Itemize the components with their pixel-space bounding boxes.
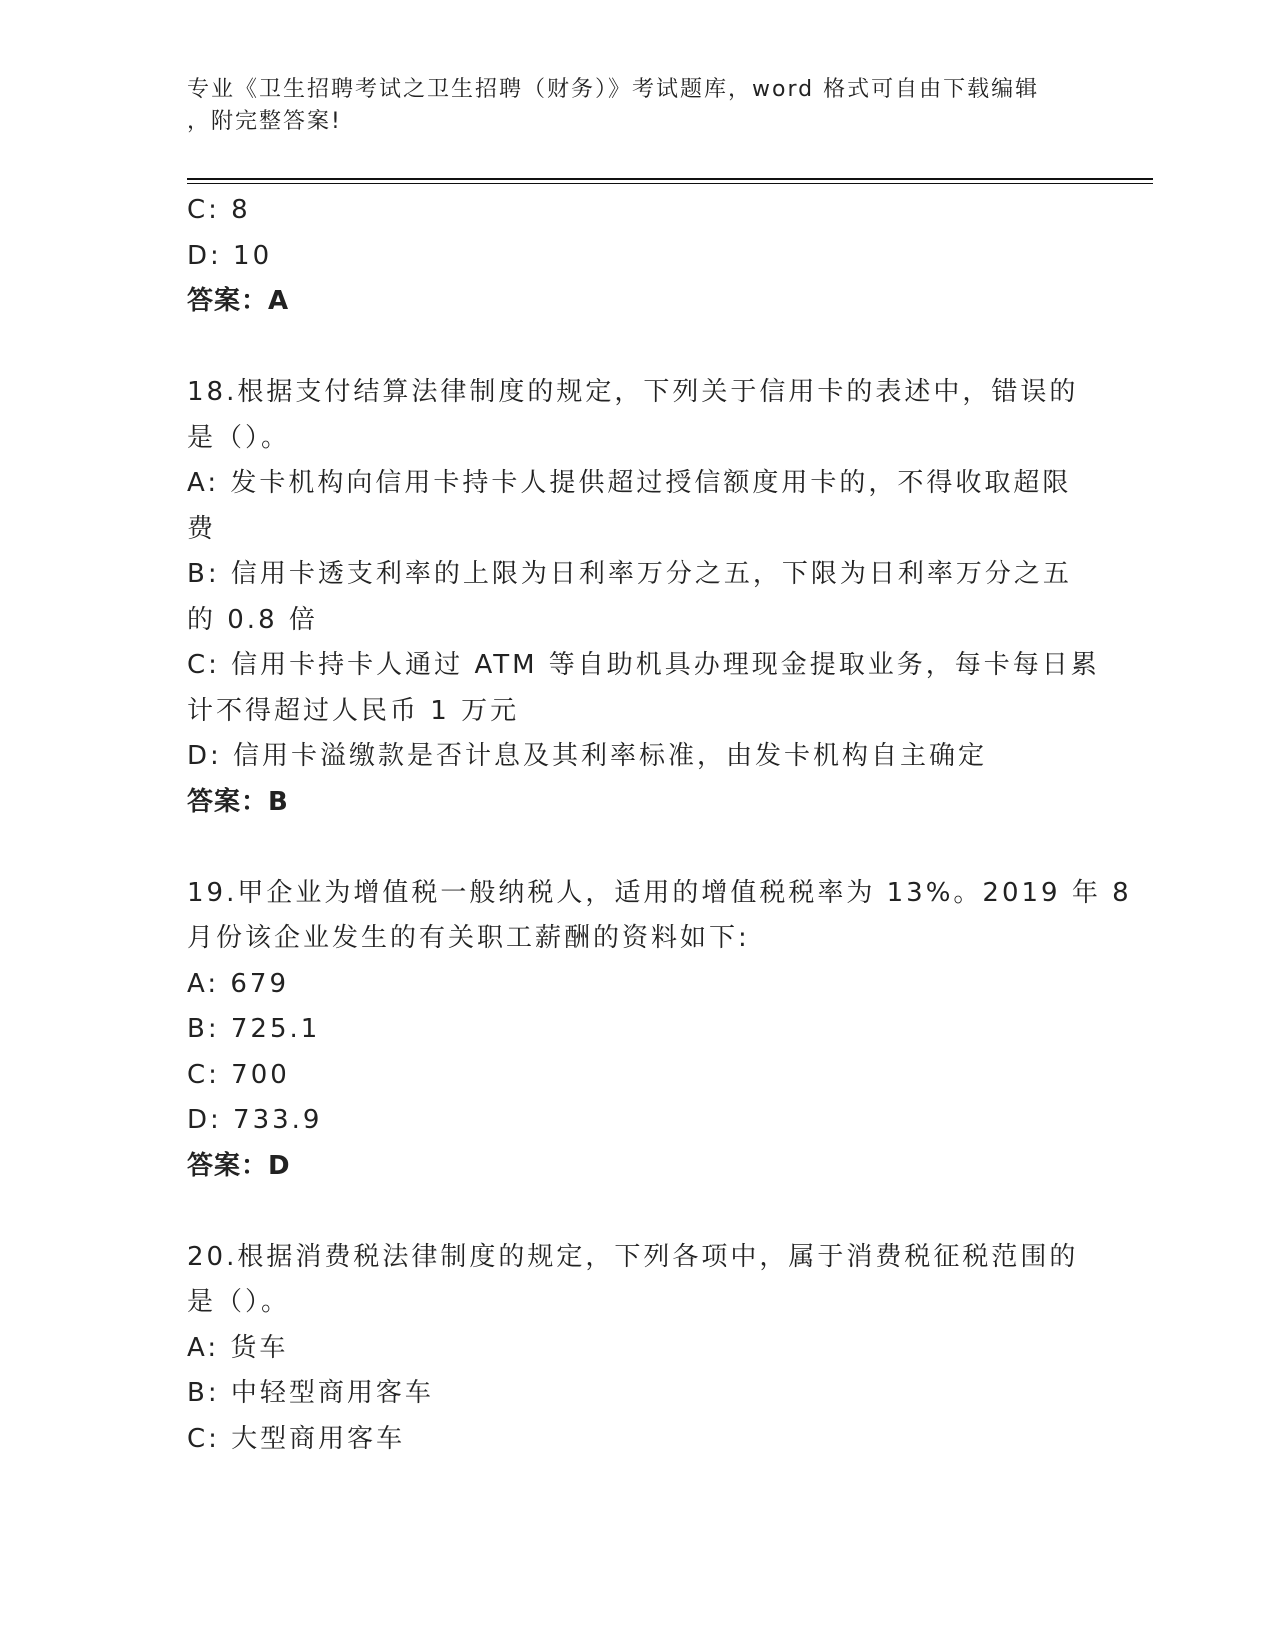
header-rule-thin — [187, 183, 1153, 184]
question-stem: 19.甲企业为增值税一般纳税人，适用的增值税税率为 13%。2019 年 8 — [187, 877, 1132, 908]
question-20 — [187, 1235, 1087, 1463]
option-c: C: 信用卡持卡人通过 ATM 等自助机具办理现金提取业务，每卡每日累 — [187, 650, 1100, 680]
question-18 — [187, 370, 1100, 825]
header-line-1: 专业《卫生招聘考试之卫生招聘（财务）》考试题库，word 格式可自由下载编辑 — [187, 77, 1040, 102]
question-stem: 20.根据消费税法律制度的规定，下列各项中，属于消费税征税范围的 — [187, 1241, 1079, 1272]
question-list — [187, 188, 1132, 1462]
option-a: A: 679 — [187, 968, 289, 999]
question-19 — [187, 871, 1132, 1190]
option-b: B: 信用卡透支利率的上限为日利率万分之五，下限为日利率万分之五 — [187, 559, 1072, 589]
answer: 答案：B — [187, 786, 289, 817]
option-d: D: 733.9 — [187, 1105, 323, 1135]
option-a: A: 发卡机构向信用卡持卡人提供超过授信额度用卡的，不得收取超限 — [187, 468, 1072, 498]
question-stem: 18.根据支付结算法律制度的规定，下列关于信用卡的表述中，错误的 — [187, 377, 1079, 407]
option-c: C: 8 — [187, 195, 251, 225]
option-b: B: 725.1 — [187, 1014, 321, 1044]
option-d: D: 信用卡溢缴款是否计息及其利率标准，由发卡机构自主确定 — [187, 741, 988, 771]
header-rule-thick — [187, 178, 1153, 180]
document-header — [187, 74, 1067, 138]
question-stem-cont: 月份该企业发生的有关职工薪酬的资料如下: — [187, 923, 750, 953]
question-17 — [187, 188, 1087, 325]
option-c: C: 大型商用客车 — [187, 1423, 406, 1454]
option-c-cont: 计不得超过人民币 1 万元 — [187, 695, 520, 726]
header-line-2: ，附完整答案! — [187, 109, 342, 134]
answer: 答案：D — [187, 1150, 291, 1181]
option-b: B: 中轻型商用客车 — [187, 1378, 434, 1408]
option-a-cont: 费 — [187, 513, 217, 544]
question-stem-cont: 是（）。 — [187, 1287, 291, 1317]
option-a: A: 货车 — [187, 1332, 289, 1363]
option-b-cont: 的 0.8 倍 — [187, 604, 318, 635]
option-c: C: 700 — [187, 1059, 290, 1090]
question-stem-cont: 是（）。 — [187, 422, 291, 453]
option-d: D: 10 — [187, 240, 273, 271]
answer: 答案：A — [187, 286, 290, 316]
